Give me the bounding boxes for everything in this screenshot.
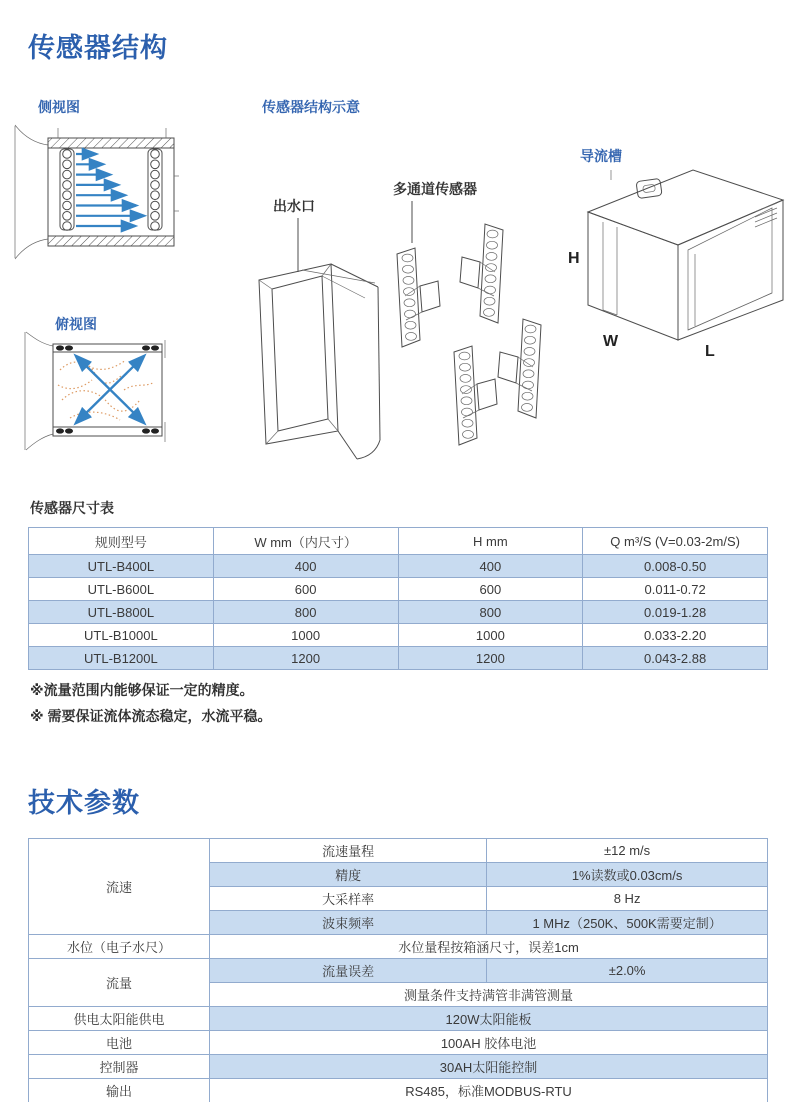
side-view-drawing <box>6 116 191 301</box>
cell-h: 400 <box>398 555 583 578</box>
table-row <box>29 1007 768 1031</box>
cell-w: 1200 <box>213 647 398 670</box>
cell-h: 1200 <box>398 647 583 670</box>
param-label: 波束频率 <box>210 911 487 935</box>
table-row <box>29 935 768 959</box>
param-value: 30AH太阳能控制 <box>210 1055 768 1079</box>
table-row <box>29 1079 768 1102</box>
param-label: 大采样率 <box>210 887 487 911</box>
note-flow-stability: ※ 需要保证流体流态稳定，水流平稳。 <box>30 708 272 724</box>
dimension-l-label: L <box>705 343 715 360</box>
table-row <box>29 839 768 863</box>
col-header-q: Q m³/S (V=0.03-2m/S) <box>583 528 768 555</box>
group-cell-power: 供电太阳能供电 <box>29 1007 210 1031</box>
param-value: RS485，标准MODBUS-RTU <box>210 1079 768 1102</box>
cell-model: UTL-B1000L <box>29 624 214 647</box>
param-value: 8 Hz <box>487 887 768 911</box>
param-value: ±2.0% <box>487 959 768 983</box>
cell-w: 600 <box>213 578 398 601</box>
flow-profile-arrows <box>76 154 144 226</box>
sensor-strip-1 <box>397 248 440 347</box>
section-title-tech-params: 技术参数 <box>28 788 140 818</box>
sensor-clusters <box>56 345 159 433</box>
cell-model: UTL-B600L <box>29 578 214 601</box>
param-value: ±12 m/s <box>487 839 768 863</box>
transducer-array-left <box>60 149 74 230</box>
box-outline <box>588 170 783 340</box>
col-header-h: H mm <box>398 528 583 555</box>
cell-q: 0.008-0.50 <box>583 555 768 578</box>
duct-walls <box>48 128 179 246</box>
param-label: 精度 <box>210 863 487 887</box>
group-cell-output: 输出 <box>29 1079 210 1102</box>
cell-model: UTL-B1200L <box>29 647 214 670</box>
cell-w: 800 <box>213 601 398 624</box>
cell-w: 1000 <box>213 624 398 647</box>
table-row <box>29 1031 768 1055</box>
section-title-structure: 传感器结构 <box>28 33 168 63</box>
side-view-label: 侧视图 <box>38 99 80 115</box>
transducer-array-right <box>148 149 162 230</box>
table-row <box>29 1055 768 1079</box>
note-accuracy: ※流量范围内能够保证一定的精度。 <box>30 682 254 698</box>
cell-model: UTL-B400L <box>29 555 214 578</box>
top-view-drawing <box>12 330 192 470</box>
param-value: 1%读数或0.03cm/s <box>487 863 768 887</box>
bell-mouth <box>15 125 48 259</box>
group-cell-flow: 流量 <box>29 959 210 1007</box>
guide-channel-drawing <box>565 150 795 362</box>
table-row <box>29 959 768 983</box>
param-value: 1 MHz（250K、500K需要定制） <box>487 911 768 935</box>
tech-params-table <box>28 838 768 1102</box>
group-cell-water-level: 水位（电子水尺） <box>29 935 210 959</box>
multichannel-sensor-label: 多通道传感器 <box>393 181 477 197</box>
dimension-table <box>28 527 768 670</box>
outlet-label: 出水口 <box>273 198 315 214</box>
dimension-table-header-row <box>29 528 768 555</box>
param-value: 100AH 胶体电池 <box>210 1031 768 1055</box>
bell-mouth <box>25 332 53 450</box>
table-row <box>29 647 768 670</box>
dimension-table-caption: 传感器尺寸表 <box>30 500 114 516</box>
cell-model: UTL-B800L <box>29 601 214 624</box>
cell-q: 0.019-1.28 <box>583 601 768 624</box>
dimension-w-label: W <box>603 333 619 350</box>
sensor-strip-3 <box>454 346 497 445</box>
col-header-model: 规则型号 <box>29 528 214 555</box>
cross-path-arrows <box>76 356 144 423</box>
dimension-h-label: H <box>568 250 580 267</box>
table-row <box>29 624 768 647</box>
cell-q: 0.033-2.20 <box>583 624 768 647</box>
table-row <box>29 578 768 601</box>
param-value: 水位量程按箱涵尺寸，误差1cm <box>210 935 768 959</box>
group-cell-velocity: 流速 <box>29 839 210 935</box>
param-label: 流速量程 <box>210 839 487 863</box>
cell-h: 600 <box>398 578 583 601</box>
sensor-strip-4 <box>498 319 541 418</box>
top-view-label: 俯视图 <box>55 316 97 332</box>
cell-w: 400 <box>213 555 398 578</box>
table-row <box>29 601 768 624</box>
group-cell-controller: 控制器 <box>29 1055 210 1079</box>
group-cell-battery: 电池 <box>29 1031 210 1055</box>
guide-channel-label: 导流槽 <box>580 148 622 164</box>
cell-h: 800 <box>398 601 583 624</box>
structure-schematic-label: 传感器结构示意 <box>262 99 360 115</box>
cell-h: 1000 <box>398 624 583 647</box>
outlet-frame <box>259 264 380 459</box>
param-label: 流量误差 <box>210 959 487 983</box>
lifting-handle <box>636 178 662 198</box>
flow-swirls <box>58 360 154 420</box>
table-row <box>29 555 768 578</box>
structure-schematic-drawing <box>245 148 565 478</box>
sensor-strip-2 <box>460 224 503 323</box>
cell-q: 0.043-2.88 <box>583 647 768 670</box>
param-value: 测量条件支持满管非满管测量 <box>210 983 768 1007</box>
cell-q: 0.011-0.72 <box>583 578 768 601</box>
col-header-w: W mm（内尺寸） <box>213 528 398 555</box>
param-value: 120W太阳能板 <box>210 1007 768 1031</box>
